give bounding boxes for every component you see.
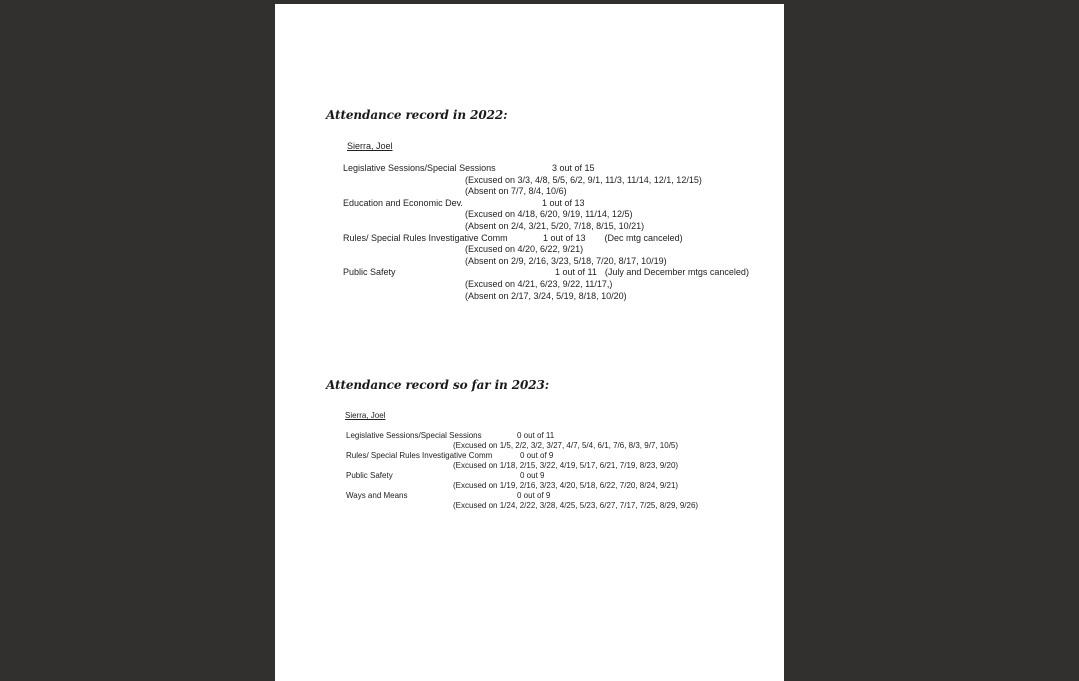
attendance-count: 0 out of 9 <box>520 451 554 460</box>
committee-name: Education and Economic Dev. <box>343 197 463 208</box>
attendance-count: 0 out of 11 <box>517 431 555 440</box>
attendance-count: 1 out of 11 <box>555 267 597 278</box>
excused-dates: (Excused on 1/18, 2/15, 3/22, 4/19, 5/17, 6/21, 7/19, 8/23, 9/20) <box>453 461 679 470</box>
committee-entry <box>343 233 749 268</box>
committee-row <box>346 471 698 481</box>
excused-dates: (Excused on 4/20, 6/22, 9/21) <box>465 244 584 255</box>
attendance-list-2022 <box>343 163 749 302</box>
excused-dates: (Excused on 3/3, 4/8, 5/5, 6/2, 9/1, 11/3, 11/14, 12/1, 12/15) <box>465 174 702 185</box>
member-name-2023: Sierra, Joel <box>345 411 386 420</box>
committee-row <box>343 233 749 245</box>
document-page <box>275 4 784 681</box>
absent-dates: (Absent on 2/9, 2/16, 3/23, 5/18, 7/20, 8/17, 10/19) <box>465 255 667 266</box>
attendance-count: 3 out of 15 <box>552 163 595 173</box>
committee-entry <box>346 451 698 471</box>
committee-entry <box>343 163 749 198</box>
committee-name: Public Safety <box>346 471 393 480</box>
committee-entry <box>346 431 698 451</box>
committee-row <box>346 491 698 501</box>
committee-row <box>343 267 749 279</box>
excused-dates: (Excused on 1/5, 2/2, 3/2, 3/27, 4/7, 5/4, 6/1, 7/6, 8/3, 9/7, 10/5) <box>453 441 679 450</box>
meeting-note: (Dec mtg canceled) <box>604 232 683 243</box>
attendance-count: 0 out of 9 <box>517 491 551 500</box>
committee-entry <box>346 491 698 511</box>
attendance-count: 1 out of 13 <box>542 197 585 208</box>
attendance-list-2023 <box>346 431 698 511</box>
committee-name: Ways and Means <box>346 491 408 500</box>
member-name-2022: Sierra, Joel <box>347 141 393 151</box>
committee-row <box>346 431 698 441</box>
excused-dates: (Excused on 1/24, 2/22, 3/28, 4/25, 5/23, 6/27, 7/17, 7/25, 8/29, 9/26) <box>453 501 699 510</box>
committee-entry <box>343 198 749 233</box>
attendance-count: 0 out 9 <box>520 471 545 480</box>
section-heading-2023: Attendance record so far in 2023: <box>326 378 550 392</box>
excused-dates: (Excused on 4/21, 6/23, 9/22, 11/17,) <box>465 278 613 289</box>
committee-name: Public Safety <box>343 267 396 278</box>
excused-dates: (Excused on 4/18, 6/20, 9/19, 11/14, 12/5) <box>465 209 633 220</box>
attendance-count: 1 out of 13 <box>543 232 586 243</box>
committee-row <box>343 163 749 175</box>
absent-dates: (Absent on 2/17, 3/24, 5/19, 8/18, 10/20) <box>465 290 627 301</box>
committee-row <box>346 451 698 461</box>
committee-entry <box>346 471 698 491</box>
absent-dates: (Absent on 2/4, 3/21, 5/20, 7/18, 8/15, 10/21) <box>465 220 645 231</box>
absent-dates: (Absent on 7/7, 8/4, 10/6) <box>465 186 567 197</box>
committee-row <box>343 198 749 210</box>
committee-name: Rules/ Special Rules Investigative Comm <box>343 232 508 243</box>
committee-name: Legislative Sessions/Special Sessions <box>343 163 496 173</box>
section-heading-2022: Attendance record in 2022: <box>326 108 508 122</box>
committee-name: Rules/ Special Rules Investigative Comm <box>346 451 493 460</box>
committee-entry <box>343 267 749 302</box>
committee-name: Legislative Sessions/Special Sessions <box>346 431 482 440</box>
meeting-note: (July and December mtgs canceled) <box>604 267 749 278</box>
excused-dates: (Excused on 1/19, 2/16, 3/23, 4/20, 5/18, 6/22, 7/20, 8/24, 9/21) <box>453 481 679 490</box>
